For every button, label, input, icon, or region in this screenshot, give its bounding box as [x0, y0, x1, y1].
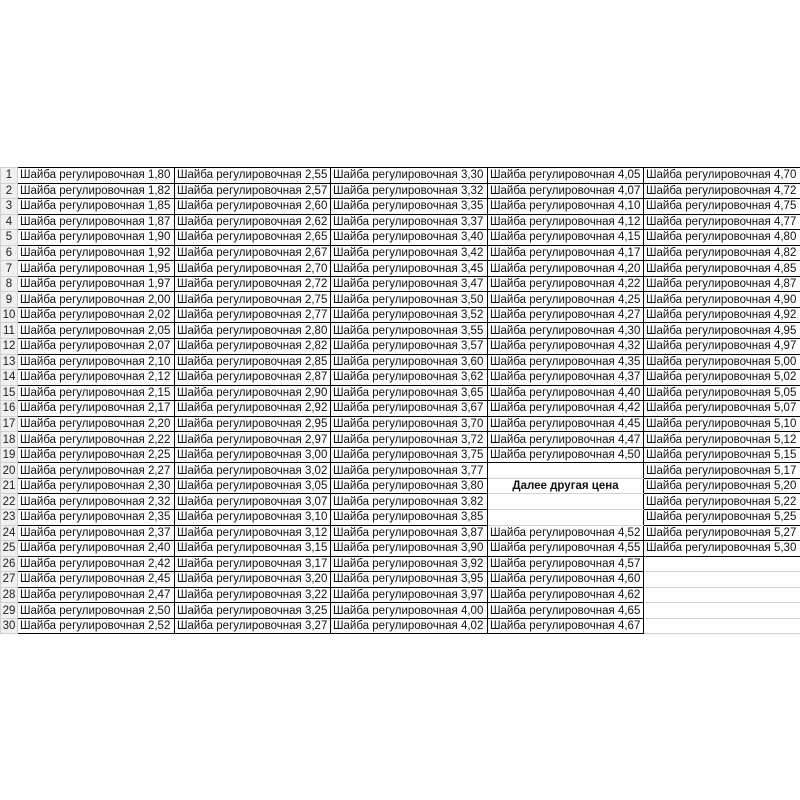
table-row — [1, 556, 800, 572]
washer-cell[interactable]: Шайба регулировочная 3,35 — [331, 199, 488, 215]
washer-cell[interactable]: Шайба регулировочная 3,85 — [331, 510, 488, 526]
washer-cell[interactable]: Шайба регулировочная 2,97 — [175, 432, 331, 448]
washer-cell[interactable]: Шайба регулировочная 2,45 — [18, 572, 175, 588]
washer-cell[interactable]: Шайба регулировочная 2,35 — [18, 510, 175, 526]
washer-cell[interactable]: Шайба регулировочная 4,55 — [488, 541, 644, 557]
table-row — [1, 292, 800, 308]
washer-cell[interactable]: Шайба регулировочная 2,52 — [18, 618, 175, 634]
table-row — [1, 370, 800, 386]
washer-cell[interactable]: Шайба регулировочная 3,87 — [331, 525, 488, 541]
washer-cell[interactable]: Шайба регулировочная 3,80 — [331, 478, 488, 494]
row-number[interactable]: 10 — [1, 307, 18, 323]
table-row — [1, 339, 800, 355]
washer-cell[interactable]: Шайба регулировочная 3,15 — [175, 541, 331, 557]
washer-cell[interactable]: Шайба регулировочная 4,90 — [644, 292, 800, 308]
table-row — [1, 245, 800, 261]
washer-cell[interactable]: Шайба регулировочная 2,70 — [175, 261, 331, 277]
row-number[interactable]: 15 — [1, 385, 18, 401]
row-number[interactable]: 30 — [1, 618, 18, 634]
row-number[interactable]: 22 — [1, 494, 18, 510]
washer-cell[interactable]: Шайба регулировочная 3,40 — [331, 230, 488, 246]
washer-cell[interactable]: Шайба регулировочная 5,17 — [644, 463, 800, 479]
row-number[interactable]: 7 — [1, 261, 18, 277]
washer-cell[interactable]: Шайба регулировочная 4,22 — [488, 276, 644, 292]
washer-cell[interactable]: Шайба регулировочная 4,20 — [488, 261, 644, 277]
washer-cell[interactable]: Шайба регулировочная 2,80 — [175, 323, 331, 339]
washer-cell[interactable]: Шайба регулировочная 2,95 — [175, 416, 331, 432]
washer-cell[interactable]: Шайба регулировочная 4,12 — [488, 214, 644, 230]
table-row — [1, 416, 800, 432]
washer-cell[interactable]: Шайба регулировочная 2,42 — [18, 556, 175, 572]
washer-cell[interactable]: Шайба регулировочная 2,85 — [175, 354, 331, 370]
row-number[interactable]: 12 — [1, 339, 18, 355]
washer-cell[interactable]: Шайба регулировочная 4,15 — [488, 230, 644, 246]
washer-cell[interactable]: Шайба регулировочная 1,97 — [18, 276, 175, 292]
washer-cell[interactable]: Шайба регулировочная 3,45 — [331, 261, 488, 277]
washer-cell[interactable]: Шайба регулировочная 4,75 — [644, 199, 800, 215]
table-row — [1, 276, 800, 292]
row-number[interactable]: 8 — [1, 276, 18, 292]
washer-cell[interactable]: Шайба регулировочная 4,80 — [644, 230, 800, 246]
row-number[interactable]: 11 — [1, 323, 18, 339]
washer-cell[interactable]: Шайба регулировочная 3,82 — [331, 494, 488, 510]
washer-cell[interactable]: Шайба регулировочная 2,17 — [18, 401, 175, 417]
washer-cell[interactable]: Шайба регулировочная 4,30 — [488, 323, 644, 339]
washer-cell[interactable]: Шайба регулировочная 2,67 — [175, 245, 331, 261]
washer-cell[interactable]: Шайба регулировочная 3,72 — [331, 432, 488, 448]
row-number[interactable]: 21 — [1, 478, 18, 494]
table-body — [1, 168, 800, 634]
washer-cell[interactable]: Шайба регулировочная 4,40 — [488, 385, 644, 401]
washer-cell[interactable]: Шайба регулировочная 4,35 — [488, 354, 644, 370]
row-number[interactable]: 9 — [1, 292, 18, 308]
washer-cell[interactable]: Шайба регулировочная 4,62 — [488, 587, 644, 603]
washer-cell[interactable]: Шайба регулировочная 3,57 — [331, 339, 488, 355]
washer-cell[interactable]: Шайба регулировочная 2,62 — [175, 214, 331, 230]
table-row — [1, 494, 800, 510]
row-number[interactable]: 2 — [1, 183, 18, 199]
washer-cell[interactable]: Шайба регулировочная 3,62 — [331, 370, 488, 386]
washer-cell[interactable]: Шайба регулировочная 3,60 — [331, 354, 488, 370]
table-row — [1, 354, 800, 370]
table-row — [1, 230, 800, 246]
washer-cell[interactable]: Шайба регулировочная 2,40 — [18, 541, 175, 557]
table-row — [1, 463, 800, 479]
washer-cell[interactable]: Шайба регулировочная 3,47 — [331, 276, 488, 292]
washer-cell[interactable]: Шайба регулировочная 4,82 — [644, 245, 800, 261]
washer-cell[interactable]: Шайба регулировочная 3,12 — [175, 525, 331, 541]
washer-cell[interactable]: Шайба регулировочная 4,42 — [488, 401, 644, 417]
table-row — [1, 214, 800, 230]
washer-cell[interactable]: Шайба регулировочная 3,70 — [331, 416, 488, 432]
washer-cell[interactable]: Шайба регулировочная 4,45 — [488, 416, 644, 432]
table-row — [1, 572, 800, 588]
table-row — [1, 307, 800, 323]
washer-cell[interactable]: Шайба регулировочная 5,20 — [644, 478, 800, 494]
washer-cell[interactable]: Шайба регулировочная 1,80 — [18, 168, 175, 184]
table-row — [1, 525, 800, 541]
washer-cell[interactable]: Шайба регулировочная 5,15 — [644, 447, 800, 463]
washer-cell[interactable]: Шайба регулировочная 3,52 — [331, 307, 488, 323]
washer-cell[interactable]: Шайба регулировочная 2,77 — [175, 307, 331, 323]
washer-cell[interactable]: Шайба регулировочная 4,05 — [488, 168, 644, 184]
row-number[interactable]: 14 — [1, 370, 18, 386]
washer-cell[interactable]: Шайба регулировочная 3,07 — [175, 494, 331, 510]
washer-cell[interactable]: Шайба регулировочная 4,02 — [331, 618, 488, 634]
washer-cell[interactable]: Шайба регулировочная 3,22 — [175, 587, 331, 603]
washer-cell[interactable]: Шайба регулировочная 2,65 — [175, 230, 331, 246]
empty-cell[interactable] — [488, 463, 644, 479]
washer-cell[interactable]: Шайба регулировочная 4,87 — [644, 276, 800, 292]
washer-cell[interactable]: Шайба регулировочная 5,22 — [644, 494, 800, 510]
washer-cell[interactable]: Шайба регулировочная 3,97 — [331, 587, 488, 603]
washer-cell[interactable]: Шайба регулировочная 1,90 — [18, 230, 175, 246]
row-number[interactable]: 28 — [1, 587, 18, 603]
washer-cell[interactable]: Шайба регулировочная 3,67 — [331, 401, 488, 417]
washer-cell[interactable]: Шайба регулировочная 5,25 — [644, 510, 800, 526]
washer-cell[interactable]: Шайба регулировочная 5,00 — [644, 354, 800, 370]
table-row — [1, 261, 800, 277]
washer-cell[interactable]: Шайба регулировочная 2,00 — [18, 292, 175, 308]
washer-cell[interactable]: Шайба регулировочная 2,25 — [18, 447, 175, 463]
washer-cell[interactable]: Шайба регулировочная 4,07 — [488, 183, 644, 199]
empty-cell[interactable] — [644, 572, 800, 588]
washer-cell[interactable]: Шайба регулировочная 2,82 — [175, 339, 331, 355]
table-row — [1, 447, 800, 463]
washer-cell[interactable]: Шайба регулировочная 1,82 — [18, 183, 175, 199]
table-row — [1, 199, 800, 215]
washer-cell[interactable]: Шайба регулировочная 5,05 — [644, 385, 800, 401]
washer-cell[interactable]: Шайба регулировочная 3,90 — [331, 541, 488, 557]
washer-cell[interactable]: Шайба регулировочная 2,90 — [175, 385, 331, 401]
washer-cell[interactable]: Шайба регулировочная 2,12 — [18, 370, 175, 386]
washer-cell[interactable]: Шайба регулировочная 5,07 — [644, 401, 800, 417]
table-row — [1, 323, 800, 339]
washer-cell[interactable]: Шайба регулировочная 2,50 — [18, 603, 175, 619]
washer-cell[interactable]: Шайба регулировочная 1,92 — [18, 245, 175, 261]
table-row — [1, 478, 800, 494]
washer-cell[interactable]: Шайба регулировочная 3,37 — [331, 214, 488, 230]
row-number[interactable]: 16 — [1, 401, 18, 417]
washer-cell[interactable]: Шайба регулировочная 3,25 — [175, 603, 331, 619]
row-number[interactable]: 3 — [1, 199, 18, 215]
washer-cell[interactable]: Шайба регулировочная 3,05 — [175, 478, 331, 494]
washer-cell[interactable]: Шайба регулировочная 4,10 — [488, 199, 644, 215]
washer-cell[interactable]: Шайба регулировочная 2,47 — [18, 587, 175, 603]
empty-cell[interactable] — [644, 603, 800, 619]
table-row — [1, 541, 800, 557]
washer-cell[interactable]: Шайба регулировочная 4,27 — [488, 307, 644, 323]
washer-cell[interactable]: Шайба регулировочная 3,75 — [331, 447, 488, 463]
row-number[interactable]: 5 — [1, 230, 18, 246]
washer-cell[interactable]: Шайба регулировочная 2,10 — [18, 354, 175, 370]
washer-cell[interactable]: Шайба регулировочная 3,02 — [175, 463, 331, 479]
washer-cell[interactable]: Шайба регулировочная 3,27 — [175, 618, 331, 634]
washer-cell[interactable]: Шайба регулировочная 4,67 — [488, 618, 644, 634]
washer-cell[interactable]: Шайба регулировочная 2,27 — [18, 463, 175, 479]
row-number[interactable]: 23 — [1, 510, 18, 526]
washer-cell[interactable]: Шайба регулировочная 4,65 — [488, 603, 644, 619]
row-number[interactable]: 17 — [1, 416, 18, 432]
washer-cell[interactable]: Шайба регулировочная 4,72 — [644, 183, 800, 199]
table-row — [1, 183, 800, 199]
washer-cell[interactable]: Шайба регулировочная 3,92 — [331, 556, 488, 572]
washer-cell[interactable]: Шайба регулировочная 3,17 — [175, 556, 331, 572]
washer-cell[interactable]: Шайба регулировочная 2,20 — [18, 416, 175, 432]
washer-cell[interactable]: Шайба регулировочная 2,92 — [175, 401, 331, 417]
row-number[interactable]: 20 — [1, 463, 18, 479]
washer-cell[interactable]: Шайба регулировочная 4,97 — [644, 339, 800, 355]
row-number[interactable]: 25 — [1, 541, 18, 557]
empty-cell[interactable] — [644, 556, 800, 572]
table-row — [1, 603, 800, 619]
empty-cell[interactable] — [644, 618, 800, 634]
row-number[interactable]: 27 — [1, 572, 18, 588]
washer-cell[interactable]: Шайба регулировочная 4,77 — [644, 214, 800, 230]
washer-cell[interactable]: Шайба регулировочная 1,87 — [18, 214, 175, 230]
spreadsheet — [0, 167, 800, 634]
washer-cell[interactable]: Шайба регулировочная 2,05 — [18, 323, 175, 339]
washer-cell[interactable]: Шайба регулировочная 4,57 — [488, 556, 644, 572]
washer-cell[interactable]: Шайба регулировочная 2,55 — [175, 168, 331, 184]
table-row — [1, 385, 800, 401]
table-row — [1, 618, 800, 634]
table-row — [1, 168, 800, 184]
washer-cell[interactable]: Шайба регулировочная 3,50 — [331, 292, 488, 308]
washer-cell[interactable]: Шайба регулировочная 4,17 — [488, 245, 644, 261]
washer-cell[interactable]: Шайба регулировочная 2,15 — [18, 385, 175, 401]
washer-cell[interactable]: Шайба регулировочная 3,32 — [331, 183, 488, 199]
washer-cell[interactable]: Шайба регулировочная 4,60 — [488, 572, 644, 588]
washer-cell[interactable]: Шайба регулировочная 3,65 — [331, 385, 488, 401]
washer-cell[interactable]: Шайба регулировочная 5,12 — [644, 432, 800, 448]
table-row — [1, 432, 800, 448]
empty-cell[interactable] — [644, 587, 800, 603]
washer-cell[interactable]: Шайба регулировочная 2,37 — [18, 525, 175, 541]
washer-cell[interactable]: Шайба регулировочная 3,55 — [331, 323, 488, 339]
washer-cell[interactable]: Шайба регулировочная 2,22 — [18, 432, 175, 448]
washer-cell[interactable]: Шайба регулировочная 5,10 — [644, 416, 800, 432]
row-number[interactable]: 4 — [1, 214, 18, 230]
price-change-note[interactable]: Далее другая цена — [488, 478, 644, 494]
washer-cell[interactable]: Шайба регулировочная 4,52 — [488, 525, 644, 541]
washer-cell[interactable]: Шайба регулировочная 3,42 — [331, 245, 488, 261]
washer-cell[interactable]: Шайба регулировочная 3,20 — [175, 572, 331, 588]
washer-cell[interactable]: Шайба регулировочная 2,07 — [18, 339, 175, 355]
washer-cell[interactable]: Шайба регулировочная 2,60 — [175, 199, 331, 215]
row-number[interactable]: 19 — [1, 447, 18, 463]
row-number[interactable]: 26 — [1, 556, 18, 572]
washer-cell[interactable]: Шайба регулировочная 4,92 — [644, 307, 800, 323]
washer-cell[interactable]: Шайба регулировочная 4,50 — [488, 447, 644, 463]
washer-cell[interactable]: Шайба регулировочная 4,25 — [488, 292, 644, 308]
washer-cell[interactable]: Шайба регулировочная 3,30 — [331, 168, 488, 184]
washer-cell[interactable]: Шайба регулировочная 1,85 — [18, 199, 175, 215]
washer-cell[interactable]: Шайба регулировочная 2,87 — [175, 370, 331, 386]
washer-cell[interactable]: Шайба регулировочная 4,70 — [644, 168, 800, 184]
washer-cell[interactable]: Шайба регулировочная 2,72 — [175, 276, 331, 292]
washer-cell[interactable]: Шайба регулировочная 1,95 — [18, 261, 175, 277]
washer-cell[interactable]: Шайба регулировочная 5,27 — [644, 525, 800, 541]
row-number[interactable]: 13 — [1, 354, 18, 370]
washer-cell[interactable]: Шайба регулировочная 4,37 — [488, 370, 644, 386]
empty-cell[interactable] — [488, 494, 644, 510]
washer-list-table — [0, 167, 800, 634]
washer-cell[interactable]: Шайба регулировочная 2,32 — [18, 494, 175, 510]
washer-cell[interactable]: Шайба регулировочная 3,10 — [175, 510, 331, 526]
washer-cell[interactable]: Шайба регулировочная 2,30 — [18, 478, 175, 494]
empty-cell[interactable] — [488, 510, 644, 526]
row-number[interactable]: 1 — [1, 168, 18, 184]
washer-cell[interactable]: Шайба регулировочная 3,95 — [331, 572, 488, 588]
washer-cell[interactable]: Шайба регулировочная 3,00 — [175, 447, 331, 463]
washer-cell[interactable]: Шайба регулировочная 2,02 — [18, 307, 175, 323]
row-number[interactable]: 24 — [1, 525, 18, 541]
row-number[interactable]: 18 — [1, 432, 18, 448]
washer-cell[interactable]: Шайба регулировочная 4,85 — [644, 261, 800, 277]
washer-cell[interactable]: Шайба регулировочная 4,47 — [488, 432, 644, 448]
washer-cell[interactable]: Шайба регулировочная 2,57 — [175, 183, 331, 199]
washer-cell[interactable]: Шайба регулировочная 5,30 — [644, 541, 800, 557]
washer-cell[interactable]: Шайба регулировочная 2,75 — [175, 292, 331, 308]
washer-cell[interactable]: Шайба регулировочная 3,77 — [331, 463, 488, 479]
washer-cell[interactable]: Шайба регулировочная 4,00 — [331, 603, 488, 619]
row-number[interactable]: 29 — [1, 603, 18, 619]
table-row — [1, 401, 800, 417]
table-row — [1, 510, 800, 526]
washer-cell[interactable]: Шайба регулировочная 4,32 — [488, 339, 644, 355]
row-number[interactable]: 6 — [1, 245, 18, 261]
table-row — [1, 587, 800, 603]
washer-cell[interactable]: Шайба регулировочная 4,95 — [644, 323, 800, 339]
washer-cell[interactable]: Шайба регулировочная 5,02 — [644, 370, 800, 386]
